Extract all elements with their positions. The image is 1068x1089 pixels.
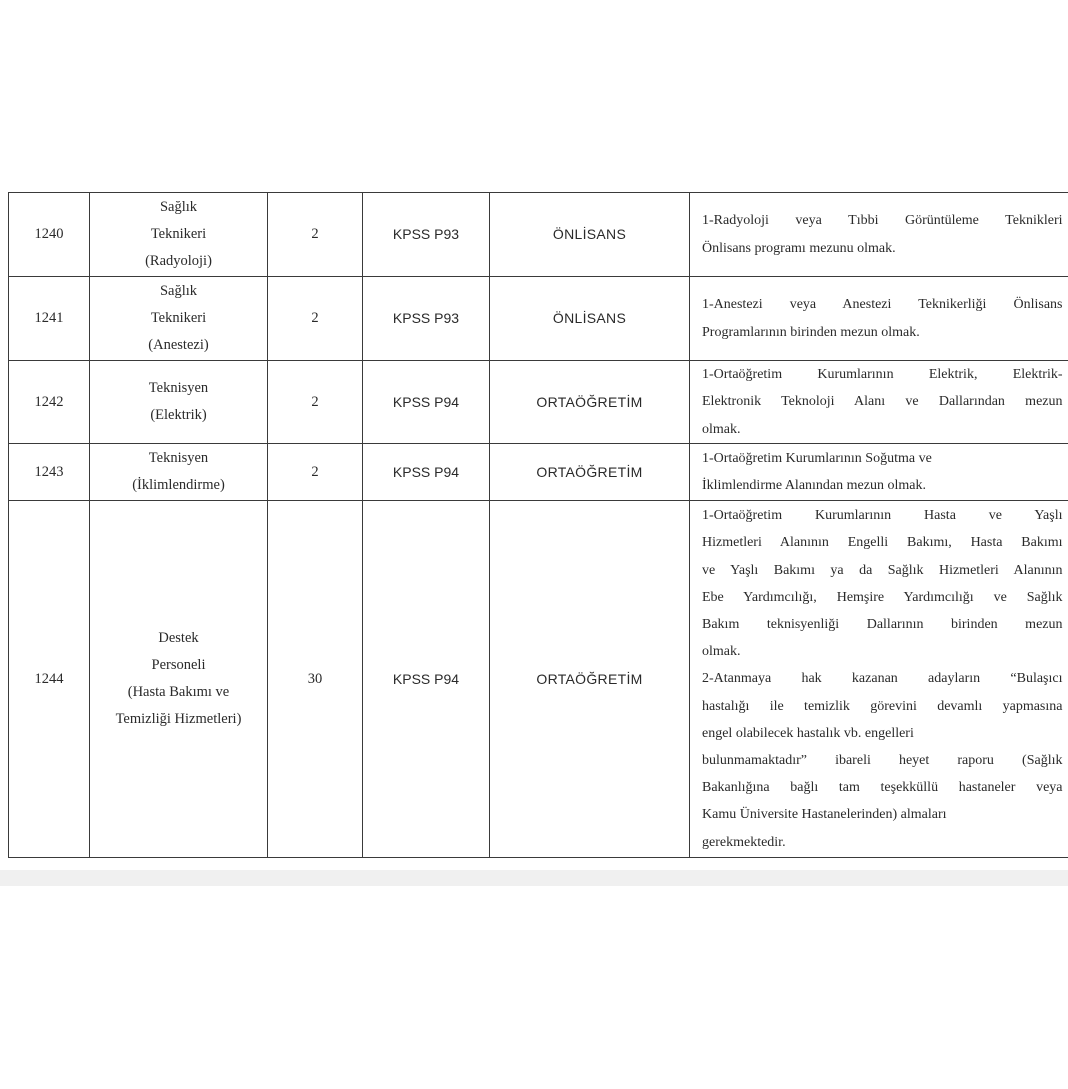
- table-row: [9, 444, 1068, 501]
- position-code: 1244: [9, 501, 90, 858]
- requirements: [690, 361, 1068, 444]
- requirement-line: ve Yaşlı Bakımı ya da Sağlık Hizmetleri Alanının: [702, 562, 1063, 578]
- requirement-line: Bakanlığına bağlı tam teşekküllü hastaneler veya: [702, 780, 1063, 796]
- requirement-line: 1-Ortaöğretim Kurumlarının Hasta ve Yaşlı: [702, 508, 1063, 524]
- position-title-line: Teknikeri: [150, 226, 207, 242]
- position-title-line: (Anestezi): [148, 337, 209, 353]
- table-row: [9, 501, 1068, 858]
- position-count: 2: [268, 193, 363, 277]
- requirements: [690, 501, 1068, 858]
- table-row: [9, 193, 1068, 277]
- requirement-line: Elektronik Teknoloji Alanı ve Dallarından mezun: [702, 394, 1063, 410]
- exam-score-type: KPSS P94: [363, 444, 490, 501]
- requirement-line: Bakım teknisyenliği Dallarının birinden mezun: [702, 616, 1063, 632]
- position-title: [90, 193, 268, 277]
- position-title-line: Personeli: [151, 657, 206, 673]
- requirements: [690, 277, 1068, 361]
- exam-score-type: KPSS P93: [363, 277, 490, 361]
- requirement-line: 1-Ortaöğretim Kurumlarının Elektrik, Elektrik-: [702, 367, 1063, 383]
- position-title: [90, 444, 268, 501]
- position-title-line: Teknisyen: [148, 450, 209, 466]
- requirement-line: olmak.: [702, 644, 741, 660]
- position-title: [90, 361, 268, 444]
- education-level: ÖNLİSANS: [490, 193, 690, 277]
- requirement-line: 1-Radyoloji veya Tıbbi Görüntüleme Teknikleri: [702, 213, 1063, 229]
- requirements: [690, 193, 1068, 277]
- requirement-line: bulunmamaktadır” ibareli heyet raporu (Sağlık: [702, 753, 1063, 768]
- position-count: 2: [268, 361, 363, 444]
- position-title-line: Destek: [158, 630, 199, 646]
- requirement-line: Ebe Yardımcılığı, Hemşire Yardımcılığı ve Sağlık: [702, 589, 1063, 605]
- exam-score-type: KPSS P94: [363, 501, 490, 858]
- position-title: [90, 277, 268, 361]
- position-title-line: Sağlık: [159, 283, 198, 299]
- requirement-line: Hizmetleri Alanının Engelli Bakımı, Hasta Bakımı: [702, 535, 1063, 551]
- requirement-line: İklimlendirme Alanından mezun olmak.: [702, 478, 926, 493]
- position-code: 1241: [9, 277, 90, 361]
- position-title-line: Teknikeri: [150, 310, 207, 326]
- table-row: [9, 277, 1068, 361]
- requirement-line: 1-Ortaöğretim Kurumlarının Soğutma ve: [702, 450, 932, 466]
- requirement-line: gerekmektedir.: [702, 834, 786, 850]
- position-title-line: (Elektrik): [150, 407, 207, 423]
- position-code: 1242: [9, 361, 90, 444]
- requirement-line: hastalığı ile temizlik görevini devamlı yapmasına: [702, 698, 1063, 714]
- requirement-line: 2-Atanmaya hak kazanan adayların “Bulaşıcı: [702, 671, 1063, 687]
- position-title-line: (Radyoloji): [145, 253, 212, 269]
- position-title: [90, 501, 268, 858]
- page-bottom-band: [0, 870, 1068, 886]
- position-title-line: Temizliği Hizmetleri): [115, 711, 242, 727]
- requirement-line: Kamu Üniversite Hastanelerinden) almaları: [702, 807, 947, 823]
- education-level: ORTAÖĞRETİM: [490, 361, 690, 444]
- education-level: ÖNLİSANS: [490, 277, 690, 361]
- position-title-line: (Hasta Bakımı ve: [127, 684, 230, 700]
- position-code: 1240: [9, 193, 90, 277]
- requirement-line: olmak.: [702, 421, 741, 437]
- requirement-line: 1-Anestezi veya Anestezi Teknikerliği Önlisans: [702, 297, 1063, 313]
- exam-score-type: KPSS P94: [363, 361, 490, 444]
- position-count: 2: [268, 277, 363, 361]
- positions-table: [8, 192, 1068, 858]
- position-code: 1243: [9, 444, 90, 501]
- requirement-line: Önlisans programı mezunu olmak.: [702, 240, 896, 256]
- education-level: ORTAÖĞRETİM: [490, 444, 690, 501]
- position-count: 30: [268, 501, 363, 858]
- exam-score-type: KPSS P93: [363, 193, 490, 277]
- requirement-line: engel olabilecek hastalık vb. engelleri: [702, 725, 914, 741]
- education-level: ORTAÖĞRETİM: [490, 501, 690, 858]
- position-title-line: (İklimlendirme): [132, 477, 225, 493]
- requirements: [690, 444, 1068, 501]
- position-title-line: Sağlık: [159, 199, 198, 215]
- position-count: 2: [268, 444, 363, 501]
- position-title-line: Teknisyen: [148, 380, 209, 396]
- requirement-line: Programlarının birinden mezun olmak.: [702, 324, 920, 340]
- table-row: [9, 361, 1068, 444]
